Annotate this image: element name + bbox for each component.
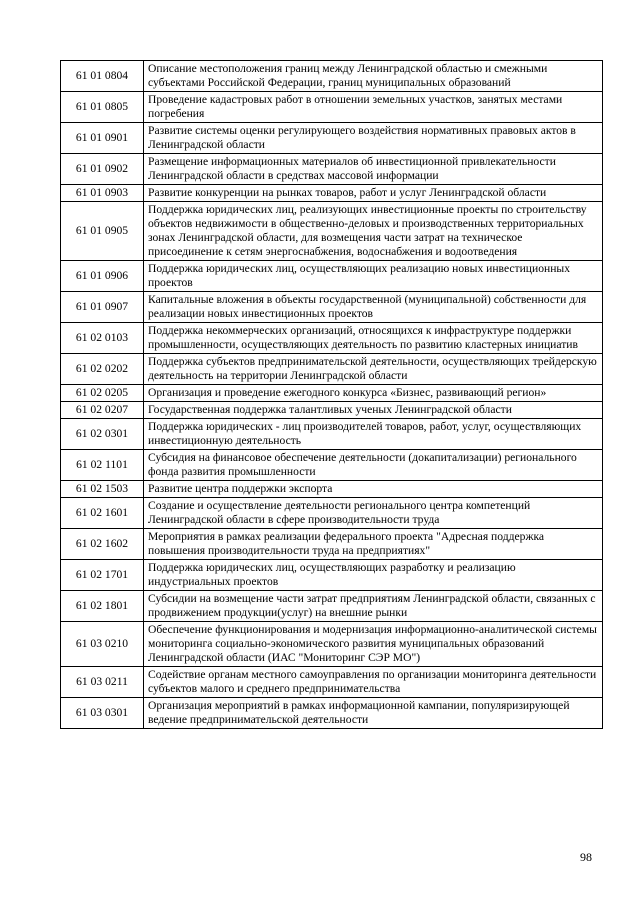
table-row — [61, 323, 603, 354]
table-row — [61, 698, 603, 729]
row-description: Поддержка юридических лиц, осуществляющих разработку и реализацию индустриальных проектов — [144, 560, 603, 591]
row-code: 61 02 0301 — [61, 419, 144, 450]
table-row — [61, 481, 603, 498]
row-description: Поддержка юридических - лиц производителей товаров, работ, услуг, осуществляющих инвестиционную деятельность — [144, 419, 603, 450]
row-description: Развитие системы оценки регулирующего воздействия нормативных правовых актов в Ленинградской области — [144, 123, 603, 154]
row-description: Субсидия на финансовое обеспечение деятельности (докапитализации) регионального фонда развития промышленности — [144, 450, 603, 481]
table-row — [61, 622, 603, 667]
row-code: 61 01 0906 — [61, 261, 144, 292]
table-row — [61, 560, 603, 591]
table-row — [61, 419, 603, 450]
row-description: Мероприятия в рамках реализации федерального проекта "Адресная поддержка повышения производительности труда на предприятиях" — [144, 529, 603, 560]
table-row — [61, 450, 603, 481]
table-row — [61, 591, 603, 622]
row-code: 61 02 0205 — [61, 385, 144, 402]
budget-codes-table — [60, 60, 603, 729]
table-row — [61, 354, 603, 385]
row-description: Создание и осуществление деятельности регионального центра компетенций Ленинградской области в сфере производительности труда — [144, 498, 603, 529]
row-code: 61 01 0907 — [61, 292, 144, 323]
row-description: Организация мероприятий в рамках информационной кампании, популяризирующей ведение предпринимательской деятельности — [144, 698, 603, 729]
row-code: 61 03 0211 — [61, 667, 144, 698]
row-code: 61 01 0901 — [61, 123, 144, 154]
row-code: 61 01 0805 — [61, 92, 144, 123]
row-code: 61 03 0301 — [61, 698, 144, 729]
row-code: 61 01 0905 — [61, 202, 144, 261]
row-description: Описание местоположения границ между Ленинградской областью и смежными субъектами Российской Федерации, границ муниципальных образований — [144, 61, 603, 92]
row-description: Поддержка юридических лиц, осуществляющих реализацию новых инвестиционных проектов — [144, 261, 603, 292]
table-row — [61, 667, 603, 698]
table-row — [61, 154, 603, 185]
row-code: 61 02 1101 — [61, 450, 144, 481]
row-description: Размещение информационных материалов об инвестиционной привлекательности Ленинградской области в средствах массовой информации — [144, 154, 603, 185]
row-code: 61 03 0210 — [61, 622, 144, 667]
row-code: 61 02 0202 — [61, 354, 144, 385]
table-row — [61, 529, 603, 560]
table-row — [61, 185, 603, 202]
row-code: 61 02 1801 — [61, 591, 144, 622]
row-description: Проведение кадастровых работ в отношении земельных участков, занятых местами погребения — [144, 92, 603, 123]
table-row — [61, 92, 603, 123]
table-row — [61, 292, 603, 323]
table-row — [61, 402, 603, 419]
row-code: 61 02 1701 — [61, 560, 144, 591]
row-description: Государственная поддержка талантливых ученых Ленинградской области — [144, 402, 603, 419]
row-description: Поддержка юридических лиц, реализующих инвестиционные проекты по строительству объектов недвижимости в общественно-деловых и производственных территориальных зонах Ленинградской области, для возмещения части затрат на техническое присоединение к сетям энергоснабжения, водоснабжения и водоотведения — [144, 202, 603, 261]
table-row — [61, 261, 603, 292]
row-description: Содействие органам местного самоуправления по организации мониторинга деятельности субъектов малого и среднего предпринимательства — [144, 667, 603, 698]
table-row — [61, 202, 603, 261]
row-code: 61 02 1602 — [61, 529, 144, 560]
table-row — [61, 123, 603, 154]
row-description: Обеспечение функционирования и модернизация информационно-аналитической системы мониторинга социально-экономического развития муниципальных образований Ленинградской области (ИАС "Мониторинг СЭР МО") — [144, 622, 603, 667]
page-number: 98 — [580, 850, 592, 864]
row-description: Поддержка некоммерческих организаций, относящихся к инфраструктуре поддержки промышленности, осуществляющих деятельность по развитию кластерных инициатив — [144, 323, 603, 354]
row-description: Поддержка субъектов предпринимательской деятельности, осуществляющих трейдерскую деятельность на территории Ленинградской области — [144, 354, 603, 385]
row-code: 61 01 0903 — [61, 185, 144, 202]
table-row — [61, 498, 603, 529]
row-code: 61 02 1601 — [61, 498, 144, 529]
row-code: 61 02 1503 — [61, 481, 144, 498]
row-description: Развитие конкуренции на рынках товаров, работ и услуг Ленинградской области — [144, 185, 603, 202]
row-code: 61 02 0103 — [61, 323, 144, 354]
row-code: 61 01 0804 — [61, 61, 144, 92]
table-body — [61, 61, 603, 729]
row-description: Субсидии на возмещение части затрат предприятиям Ленинградской области, связанных с продвижением продукции(услуг) на внешние рынки — [144, 591, 603, 622]
row-code: 61 01 0902 — [61, 154, 144, 185]
row-description: Организация и проведение ежегодного конкурса «Бизнес, развивающий регион» — [144, 385, 603, 402]
row-code: 61 02 0207 — [61, 402, 144, 419]
table-row — [61, 61, 603, 92]
table-row — [61, 385, 603, 402]
row-description: Капитальные вложения в объекты государственной (муниципальной) собственности для реализации новых инвестиционных проектов — [144, 292, 603, 323]
row-description: Развитие центра поддержки экспорта — [144, 481, 603, 498]
